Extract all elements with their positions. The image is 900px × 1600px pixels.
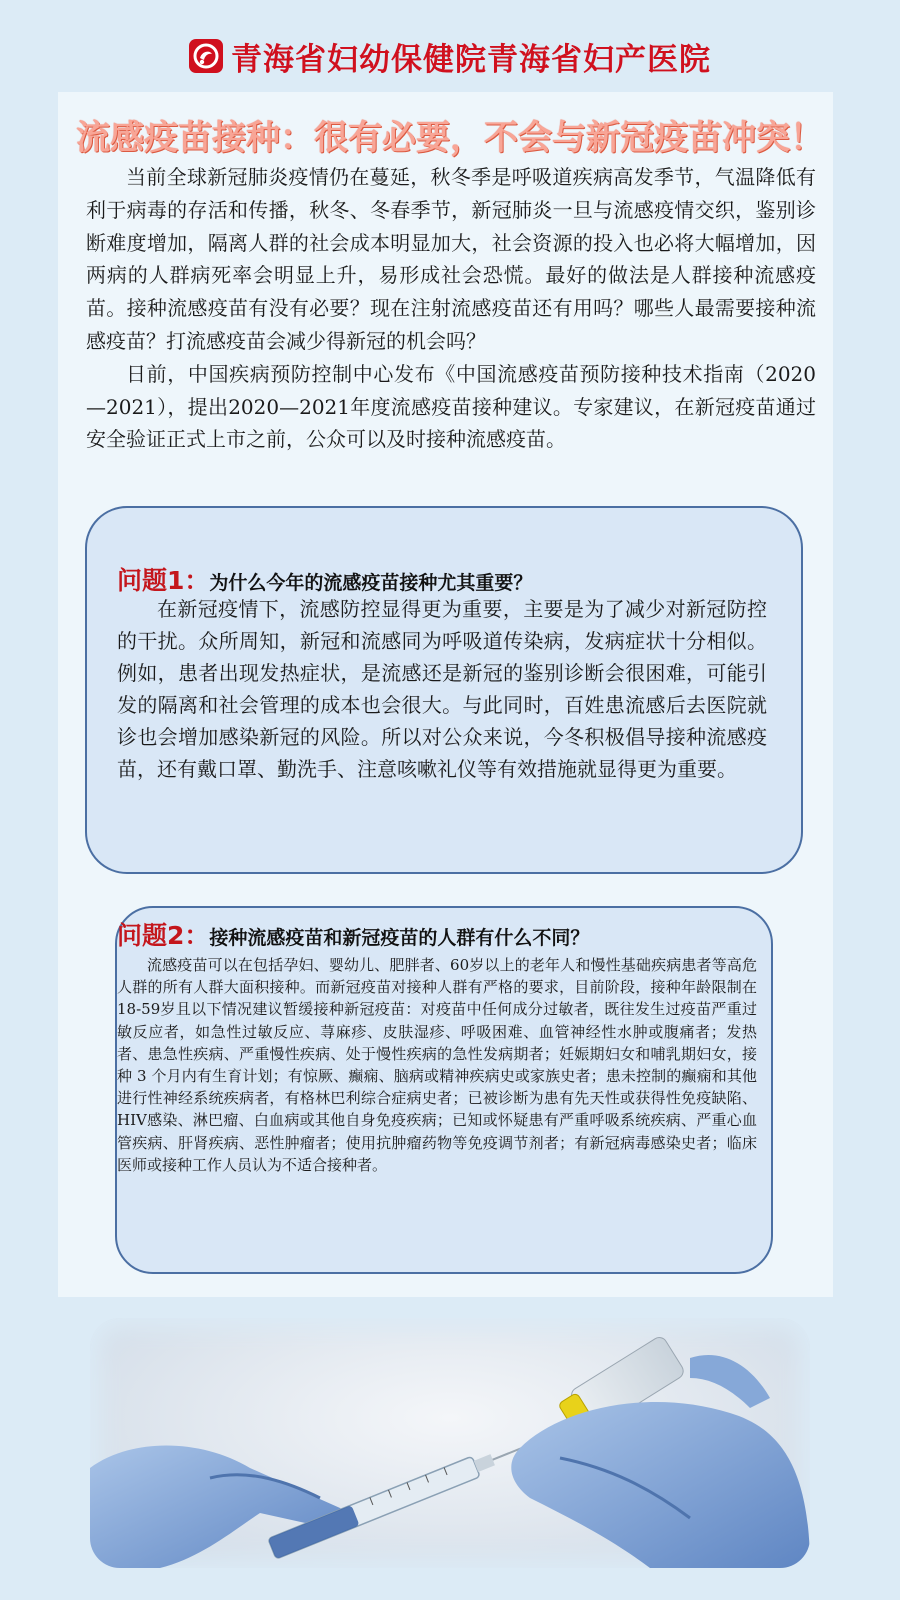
intro-paragraph-2: 日前，中国疾病预防控制中心发布《中国流感疫苗预防接种技术指南（2020—2021），提出2020—2021年度流感疫苗接种建议。专家建议，在新冠疫苗通过安全验证正式上市之前，公众可以及时接种流感疫苗。 xyxy=(86,361,816,452)
question-1-answer-text: 在新冠疫情下，流感防控显得更为重要，主要是为了减少对新冠防控的干扰。众所周知，新冠和流感同为呼吸道传染病，发病症状十分相似。例如，患者出现发热症状，是流感还是新冠的鉴别诊断会很困难，可能引发的隔离和社会管理的成本也会很大。与此同时，百姓患流感后去医院就诊也会增加感染新冠的风险。所以对公众来说，今冬积极倡导接种流感疫苗，还有戴口罩、勤洗手、注意咳嗽礼仪等有效措施就显得更为重要。 xyxy=(117,597,767,781)
question-1-answer xyxy=(117,593,767,785)
vaccine-syringe-gloves-photo xyxy=(90,1318,810,1568)
question-1-label: 问题1： xyxy=(117,566,210,595)
hospital-logo-icon xyxy=(189,39,223,73)
question-1-title: 为什么今年的流感疫苗接种尤其重要？ xyxy=(209,572,533,594)
question-2-title: 接种流感疫苗和新冠疫苗的人群有什么不同？ xyxy=(209,927,590,949)
question-1-box xyxy=(85,506,803,874)
question-2-box xyxy=(115,906,773,1274)
intro-paragraph-1: 当前全球新冠肺炎疫情仍在蔓延，秋冬季是呼吸道疾病高发季节，气温降低有利于病毒的存活和传播，秋冬、冬春季节，新冠肺炎一旦与流感疫情交织，鉴别诊断难度增加，隔离人群的社会成本明显加大，社会资源的投入也必将大幅增加，因两病的人群病死率会明显上升，易形成社会恐慌。最好的做法是人群接种流感疫苗。接种流感疫苗有没有必要？现在注射流感疫苗还有用吗？哪些人最需要接种流感疫苗？打流感疫苗会减少得新冠的机会吗？ xyxy=(86,165,816,353)
page-header xyxy=(0,30,900,82)
article-title: 流感疫苗接种：很有必要，不会与新冠疫苗冲突！ xyxy=(76,118,824,158)
article-intro xyxy=(86,161,816,456)
question-1-heading xyxy=(117,561,532,597)
question-2-heading xyxy=(117,916,589,952)
question-2-answer-text: 流感疫苗可以在包括孕妇、婴幼儿、肥胖者、60岁以上的老年人和慢性基础疾病患者等高危人群的所有人群大面积接种。而新冠疫苗对接种人群有严格的要求，目前阶段，接种年龄限制在18-59岁且以下情况建议暂缓接种新冠疫苗：对疫苗中任何成分过敏者，既往发生过疫苗严重过敏反应者，如急性过敏反应、荨麻疹、皮肤湿疹、呼吸困难、血管神经性水肿或腹痛者；发热者、患急性疾病、严重慢性疾病、处于慢性疾病的急性发病期者；妊娠期妇女和哺乳期妇女，接种 3 个月内有生育计划；有惊厥、癫痫、脑病或精神疾病史或家族史者；患未控制的癫痫和其他进行性神经系统疾病者，有格林巴利综合症病史者；已被诊断为患有先天性或获得性免疫缺陷、HIV感染、淋巴瘤、白血病或其他自身免疫疾病；已知或怀疑患有严重呼吸系统疾病、严重心血管疾病、肝肾疾病、恶性肿瘤者；使用抗肿瘤药物等免疫调节剂者；有新冠病毒感染史者；临床医师或接种工作人员认为不适合接种者。 xyxy=(117,956,757,1174)
question-2-label: 问题2： xyxy=(117,921,210,950)
hospital-name: 青海省妇幼保健院青海省妇产医院 xyxy=(231,41,711,78)
question-2-answer xyxy=(117,954,757,1176)
